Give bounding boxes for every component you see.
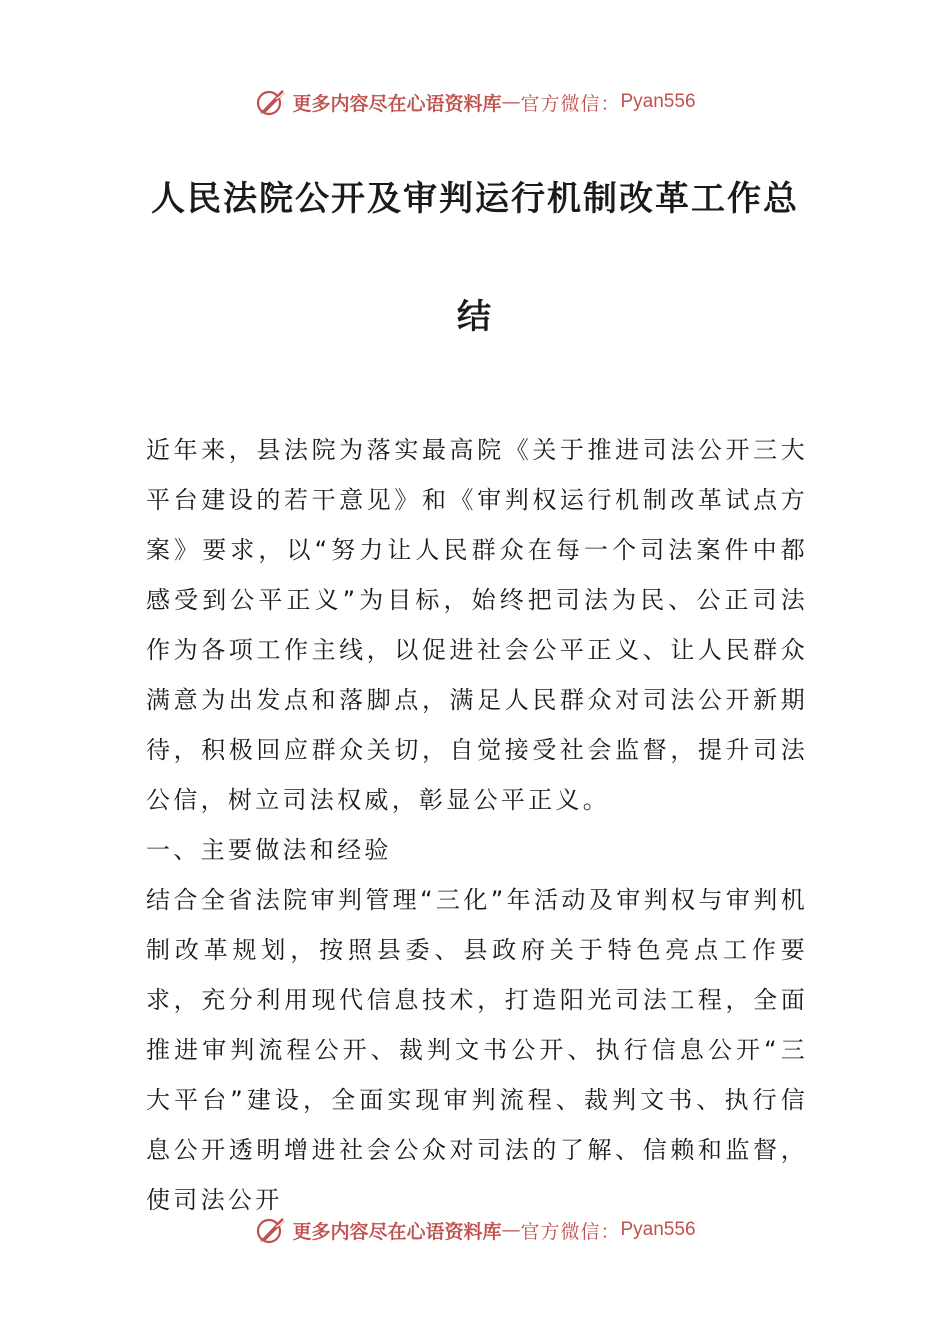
footer-watermark-banner <box>0 1210 950 1250</box>
banner-dash: — <box>501 1219 521 1241</box>
banner-brand-text: 更多内容尽在心语资料库 <box>292 92 502 115</box>
header-watermark-banner <box>0 82 950 122</box>
quill-pen-logo-icon <box>254 1213 288 1247</box>
quill-pen-logo-icon <box>254 85 288 119</box>
section-heading-1: 一、主要做法和经验 <box>146 836 392 864</box>
banner-dash: — <box>501 91 521 113</box>
document-title <box>140 170 810 346</box>
document-body <box>146 425 808 1225</box>
body-paragraph-2: 结合全省法院审判管理“三化”年活动及审判权与审判机制改革规划，按照县委、县政府关于特色亮点工作要求，充分利用现代信息技术，打造阳光司法工程，全面推进审判流程公开、裁判文书公开、执行信息公开“三大平台”建设，全面实现审判流程、裁判文书、执行信息公开透明增进社会公众对司法的了解、信赖和监督，使司法公开 <box>146 886 808 1214</box>
banner-wechat-id: Pyan556 <box>620 91 696 112</box>
banner-brand-text: 更多内容尽在心语资料库 <box>292 1220 502 1243</box>
title-line-1: 人民法院公开及审判运行机制改革工作总 <box>151 179 799 219</box>
body-paragraph-1: 近年来，县法院为落实最高院《关于推进司法公开三大平台建设的若干意见》和《审判权运行机制改革试点方案》要求，以“努力让人民群众在每一个司法案件中都感受到公平正义”为目标，始终把司法为民、公正司法作为各项工作主线，以促进社会公平正义、让人民群众满意为出发点和落脚点，满足人民群众对司法公开新期待，积极回应群众关切，自觉接受社会监督，提升司法公信，树立司法权威，彰显公平正义。 <box>146 436 808 814</box>
banner-wechat-label: 官方微信： <box>520 1220 621 1243</box>
banner-wechat-label: 官方微信： <box>520 92 621 115</box>
banner-wechat-id: Pyan556 <box>620 1219 696 1240</box>
title-line-2: 结 <box>457 297 493 337</box>
